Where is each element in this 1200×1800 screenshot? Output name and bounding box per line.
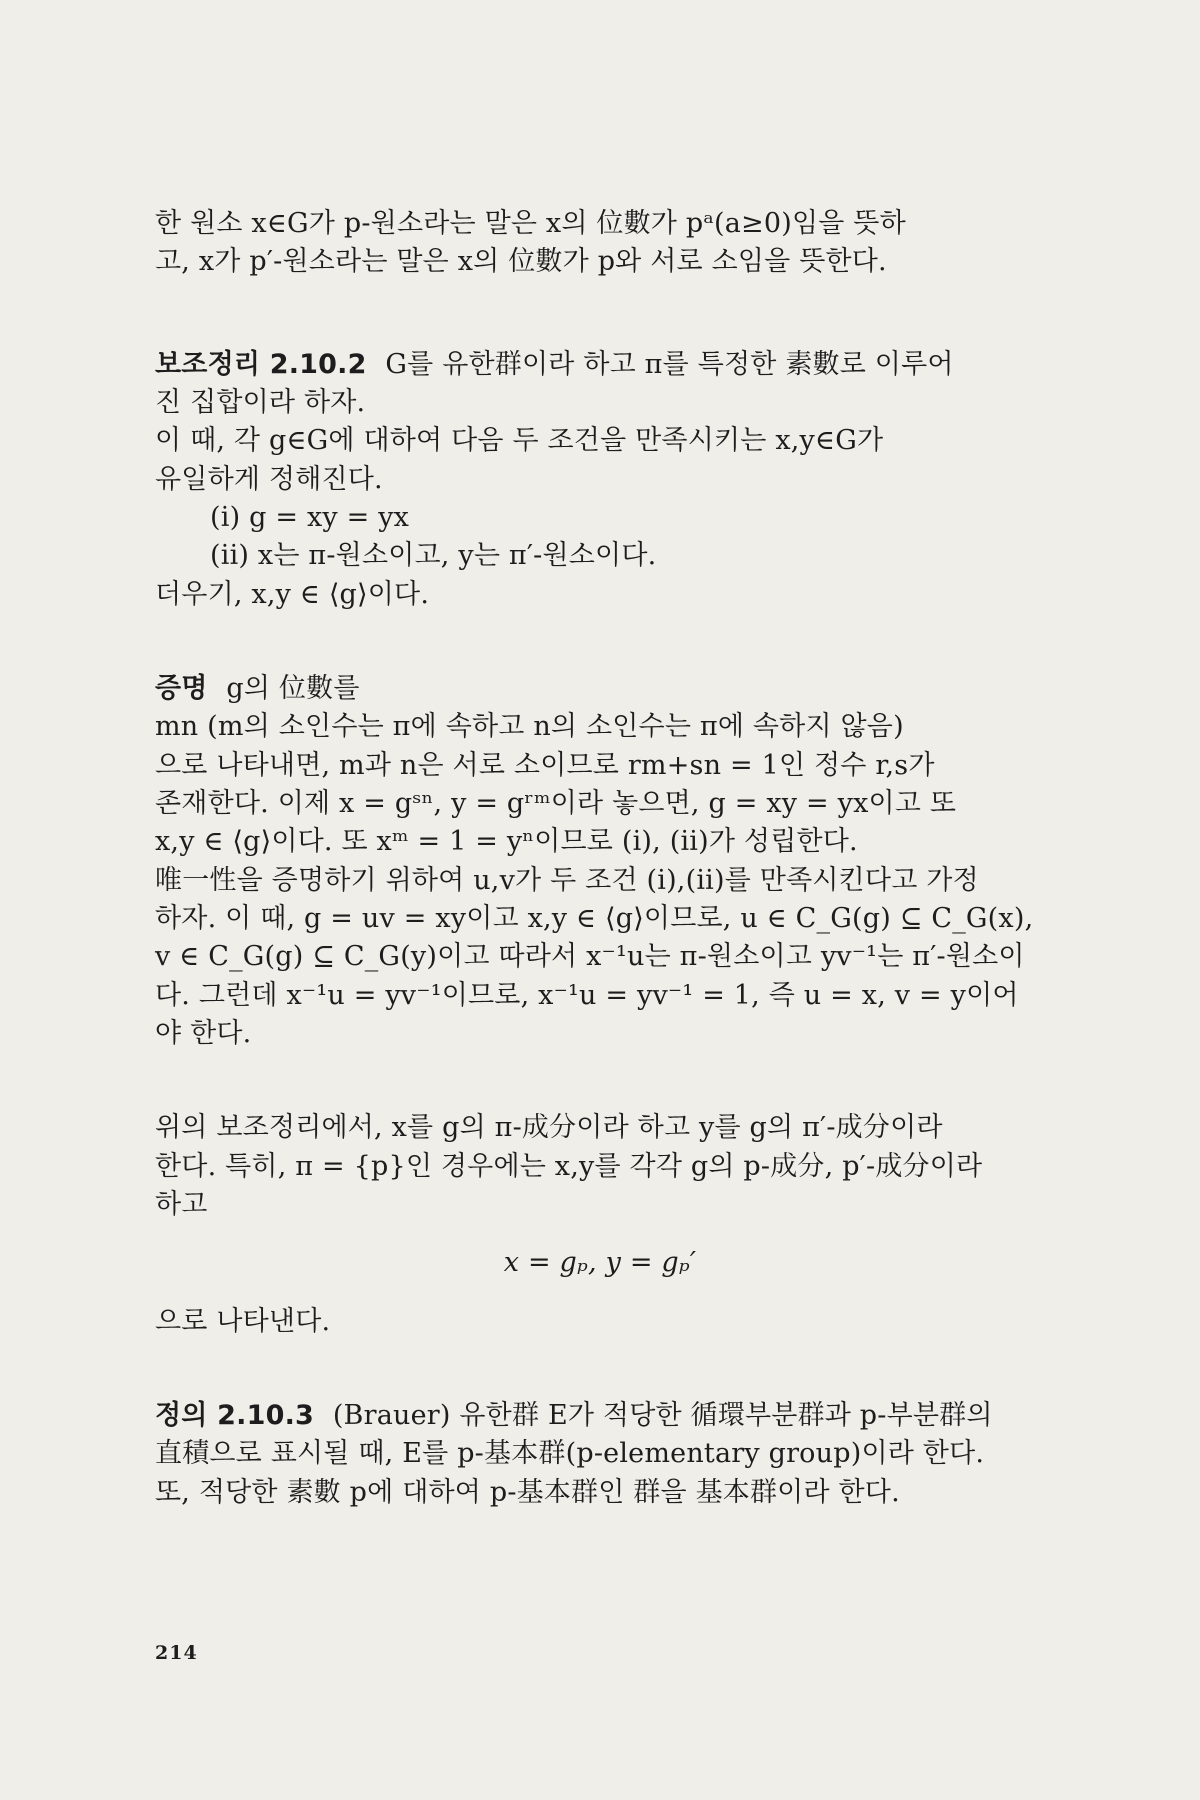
- section-gap: [155, 282, 1045, 346]
- proof-line-4: 존재한다. 이제 x = gˢⁿ, y = gʳᵐ이라 놓으면, g = xy = yx이고 또: [155, 787, 957, 819]
- remark-line-2: 한다. 특히, π = {p}인 경우에는 x,y를 각각 g의 p-成分, p′-成分이라: [155, 1150, 983, 1182]
- proof-line-10: 야 한다.: [155, 1017, 252, 1049]
- intro-line-1: 한 원소 x∈G가 p-원소라는 말은 x의 位數가 pᵃ(a≥0)임을 뜻하: [155, 208, 906, 239]
- display-formula: x = gₚ, y = gₚ′: [503, 1247, 697, 1279]
- remark-block: [155, 1109, 1045, 1341]
- lemma-label: 보조정리 2.10.2: [155, 348, 367, 380]
- proof-line-2: mn (m의 소인수는 π에 속하고 n의 소인수는 π에 속하지 않음): [155, 711, 904, 743]
- lemma-line-5: 더우기, x,y ∈ ⟨g⟩이다.: [155, 578, 430, 610]
- lemma-line-1: G를 유한群이라 하고 π를 특정한 素數로 이루어: [385, 348, 954, 380]
- page-number: 214: [155, 1642, 198, 1664]
- lemma-case-2: (ii) x는 π-원소이고, y는 π′-원소이다.: [210, 540, 657, 572]
- proof-line-5: x,y ∈ ⟨g⟩이다. 또 xᵐ = 1 = yⁿ이므로 (i), (ii)가 성립한다.: [155, 826, 858, 858]
- lemma-line-2: 진 집합이라 하자.: [155, 386, 366, 418]
- remark-line-3: 하고: [155, 1188, 208, 1220]
- remark-line-4: 으로 나타낸다.: [155, 1305, 331, 1337]
- lemma-case-1: (i) g = xy = yx: [210, 501, 410, 533]
- proof-line-9: 다. 그런데 x⁻¹u = yv⁻¹이므로, x⁻¹u = yv⁻¹ = 1, 즉 u = x, v = y이어: [155, 979, 1019, 1011]
- remark-line-1: 위의 보조정리에서, x를 g의 π-成分이라 하고 y를 g의 π′-成分이라: [155, 1112, 943, 1144]
- proof-line-7: 하자. 이 때, g = uv = xy이고 x,y ∈ ⟨g⟩이므로, u ∈ C_G(g) ⊆ C_G(x),: [155, 902, 1034, 934]
- intro-line-2: 고, x가 p′-원소라는 말은 x의 位數가 p와 서로 소임을 뜻한다.: [155, 246, 887, 278]
- proof-heading-line: [155, 670, 1045, 708]
- proof-line-3: 으로 나타내면, m과 n은 서로 소이므로 rm+sn = 1인 정수 r,s가: [155, 749, 935, 781]
- definition-heading-line: [155, 1397, 1045, 1435]
- definition-block: [155, 1397, 1045, 1512]
- proof-line-1: g의 位數를: [226, 672, 360, 704]
- lemma-heading-line: [155, 346, 1045, 384]
- definition-line-1: (Brauer) 유한群 E가 적당한 循環부분群과 p-부분群의: [332, 1399, 993, 1431]
- proof-line-6: 唯一性을 증명하기 위하여 u,v가 두 조건 (i),(ii)를 만족시킨다고 가정: [155, 864, 979, 896]
- section-gap: [155, 1341, 1045, 1397]
- proof-block: [155, 670, 1045, 1053]
- section-gap: [155, 614, 1045, 670]
- definition-line-3: 또, 적당한 素數 p에 대하여 p-基本群인 群을 基本群이라 한다.: [155, 1476, 900, 1508]
- page-content: [155, 205, 1045, 1512]
- definition-label: 정의 2.10.3: [155, 1399, 315, 1431]
- definition-line-2: 直積으로 표시될 때, E를 p-基本群(p-elementary group)이라 한다.: [155, 1438, 985, 1470]
- lemma-block: [155, 346, 1045, 614]
- lemma-line-4: 유일하게 정해진다.: [155, 463, 383, 495]
- section-gap: [155, 1053, 1045, 1109]
- proof-label: 증명: [155, 672, 208, 704]
- intro-paragraph: [155, 205, 1045, 282]
- proof-line-8: v ∈ C_G(g) ⊆ C_G(y)이고 따라서 x⁻¹u는 π-원소이고 yv⁻¹는 π′-원소이: [155, 941, 1025, 973]
- lemma-line-3: 이 때, 각 g∈G에 대하여 다음 두 조건을 만족시키는 x,y∈G가: [155, 425, 884, 457]
